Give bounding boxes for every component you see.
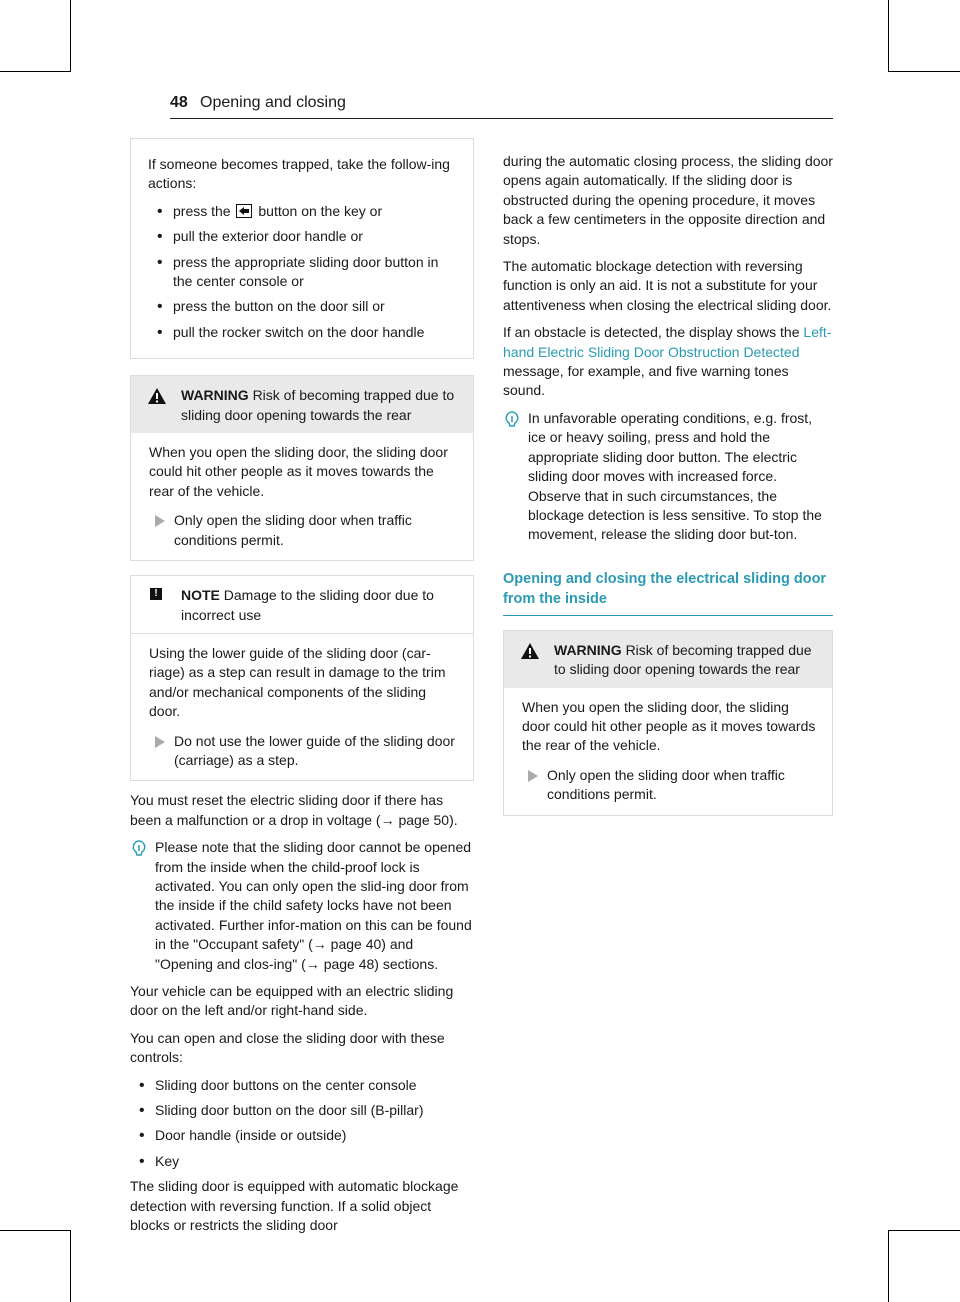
step-text: Only open the sliding door when traffic conditions permit. xyxy=(174,512,412,548)
note-box xyxy=(130,575,474,781)
reset-section xyxy=(130,791,474,1235)
crop-mark xyxy=(888,1230,960,1231)
trapped-box xyxy=(130,138,474,359)
warning-label: WARNING xyxy=(181,387,249,404)
key-unlock-button-icon xyxy=(236,204,252,218)
controls-list xyxy=(130,1076,474,1172)
display-message: Left-hand Electric Sliding Door Obstruction Detected xyxy=(503,324,832,360)
list-item: • press the button on the key or xyxy=(148,202,459,221)
crop-mark xyxy=(70,1230,71,1302)
instruction-step xyxy=(149,732,459,771)
section-heading: Opening and closing the electrical sliding door from the inside xyxy=(503,569,833,616)
warning-box xyxy=(503,630,833,816)
page-number: 48 xyxy=(170,94,188,111)
warning-header xyxy=(504,631,832,688)
aid-text: The automatic blockage detection with reversing function is only an aid. It is not a substitute for your attentiveness when closing the electrical sliding door. xyxy=(503,258,832,313)
list-item: • Key xyxy=(130,1152,474,1171)
warning-body xyxy=(504,688,832,815)
tip-note xyxy=(503,409,833,545)
tip-text: In unfavorable operating conditions, e.g. frost, ice or heavy soiling, press and hold the appropriate sliding door button. The electric sliding door moves with increased force. Observe that in such circumstances, the blockage detection is less sensitive. To stop the movement, release the sliding door but-ton. xyxy=(528,409,822,543)
instruction-step xyxy=(149,511,459,550)
crop-mark xyxy=(70,0,71,72)
trapped-list xyxy=(148,202,459,342)
list-item: • Door handle (inside or outside) xyxy=(130,1126,474,1145)
note-header xyxy=(131,576,473,634)
warning-title: Risk of becoming trapped due to sliding door opening towards the rear xyxy=(554,641,812,678)
crop-mark xyxy=(0,71,71,72)
instruction-step xyxy=(522,766,818,805)
list-item: • pull the rocker switch on the door handle xyxy=(148,323,459,342)
warning-header xyxy=(131,376,473,433)
trapped-intro: If someone becomes trapped, take the follow-ing actions: xyxy=(148,156,450,192)
warning-label: WARNING xyxy=(554,641,622,658)
note-exclamation-icon: ! xyxy=(150,588,162,600)
warning-title: Risk of becoming trapped due to sliding door opening towards the rear xyxy=(181,387,455,423)
step-arrow-icon xyxy=(155,515,165,527)
list-item: • Sliding door buttons on the center console xyxy=(130,1076,474,1095)
blockage-text: The sliding door is equipped with automatic blockage detection with reversing function. If a solid object blocks or restricts the sliding door xyxy=(130,1178,459,1234)
crop-mark xyxy=(888,0,889,72)
step-text: Only open the sliding door when traffic conditions permit. xyxy=(547,766,785,803)
crop-mark xyxy=(888,1230,889,1302)
step-arrow-icon xyxy=(528,770,538,782)
warning-text: When you open the sliding door, the sliding door could hit other people as it moves towards the rear of the vehicle. xyxy=(149,444,448,499)
info-tip-icon xyxy=(131,840,147,856)
blockage-continued: during the automatic closing process, the sliding door opens again automatically. If the sliding door is obstructed during the opening procedure, it moves back a few centimeters in the opposite direction and stops. xyxy=(503,153,833,247)
list-item: • Sliding door button on the door sill (B-pillar) xyxy=(130,1101,474,1120)
right-column xyxy=(503,152,833,816)
list-item: • press the appropriate sliding door button in the center console or xyxy=(148,253,459,292)
page-header xyxy=(170,94,833,119)
crop-mark xyxy=(0,1230,71,1231)
tip-text: Please note that the sliding door cannot be opened from the inside when the child-proof lock is activated. You can only open the slid-ing door from the inside if the child safety locks have not been activated. Further infor-mation on this can be found in the "Occupant safety" (→ page 40) and "Opening and clos-ing" (→ page 48) sections. xyxy=(155,839,472,972)
note-body xyxy=(131,634,473,780)
equipped-text: Your vehicle can be equipped with an electric sliding door on the left and/or right-hand side. xyxy=(130,983,454,1019)
step-text: Do not use the lower guide of the sliding door (carriage) as a step. xyxy=(174,732,455,768)
obstacle-text: If an obstacle is detected, the display shows the Left-hand Electric Sliding Door Obstruction Detected message, for example, and five warning tones sound. xyxy=(503,324,832,399)
note-label: NOTE xyxy=(181,587,220,604)
note-title: Damage to the sliding door due to incorrect use xyxy=(181,587,434,623)
info-tip-icon xyxy=(504,411,520,427)
list-item: • pull the exterior door handle or xyxy=(148,227,459,246)
warning-text: When you open the sliding door, the sliding door could hit other people as it moves towards the rear of the vehicle. xyxy=(522,698,816,754)
warning-body xyxy=(131,433,473,560)
page-title: Opening and closing xyxy=(200,94,346,111)
controls-intro: You can open and close the sliding door with these controls: xyxy=(130,1029,445,1066)
reset-text: You must reset the electric sliding door if there has been a malfunction or a drop in voltage (→ page 50). xyxy=(130,792,458,828)
left-column xyxy=(130,138,474,1243)
crop-mark xyxy=(888,71,960,72)
note-text: Using the lower guide of the sliding door (car-riage) as a step can result in damage to the trim and/or mechanical components of the sliding door. xyxy=(149,644,446,720)
step-arrow-icon xyxy=(155,736,165,748)
tip-note xyxy=(130,838,474,974)
warning-triangle-icon xyxy=(520,642,540,660)
warning-triangle-icon xyxy=(147,387,167,405)
warning-box xyxy=(130,375,474,561)
list-item: • press the button on the door sill or xyxy=(148,297,459,316)
